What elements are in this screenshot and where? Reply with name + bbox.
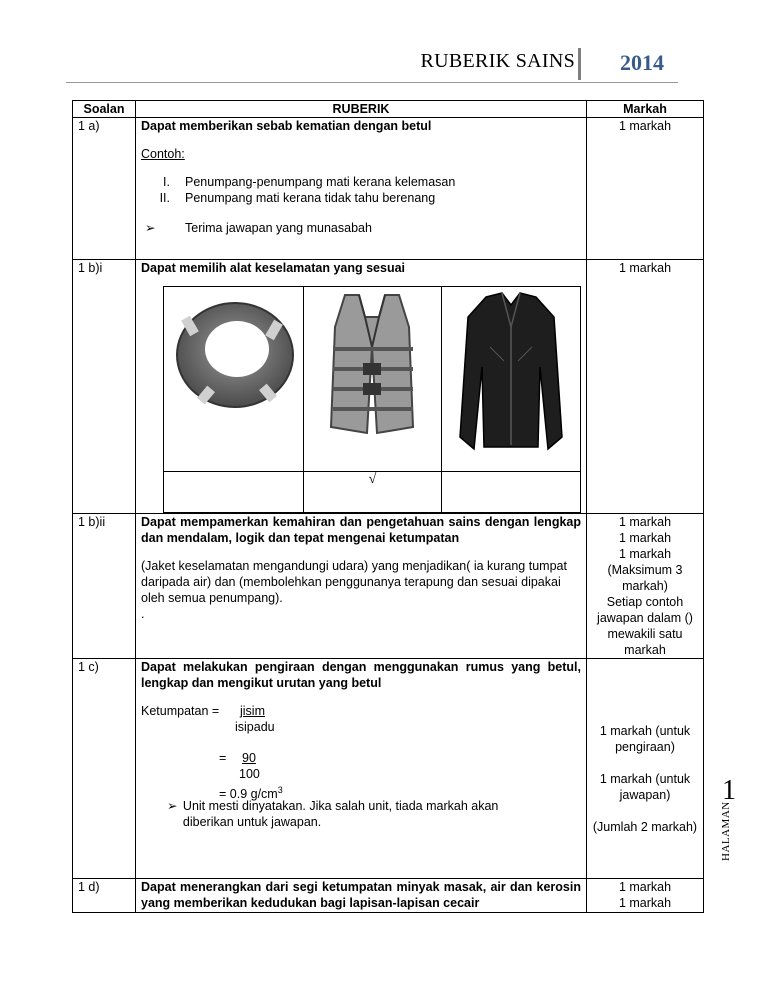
example-list bbox=[141, 174, 581, 206]
col-header-soalan: Soalan bbox=[73, 101, 136, 118]
ruberik-cell bbox=[136, 118, 587, 260]
list-item: I. Penumpang-penumpang mati kerana kelemasan bbox=[163, 175, 456, 189]
formula-equals: = bbox=[219, 751, 227, 765]
markah-cell: 1 markah bbox=[587, 118, 704, 260]
formula-result: = 0.9 $g/cm^3$ bbox=[219, 785, 283, 802]
markah-cell: 1 markah (untuk pengiraan) 1 markah (untuk jawapan) (Jumlah 2 markah) bbox=[587, 659, 704, 879]
rubric-body: (Jaket keselamatan mengandungi udara) yang menjadikan( ia kurang tumpat daripada air) dan (membolehkan penggunanya terapung dan sesuai dipakai oleh semua penumpang). bbox=[141, 559, 567, 605]
formula-label: Ketumpatan = bbox=[141, 704, 220, 718]
table-row bbox=[73, 514, 704, 659]
formula-block bbox=[141, 703, 581, 831]
rubric-heading: Dapat memilih alat keselamatan yang sesuai bbox=[141, 261, 406, 275]
table-row bbox=[73, 659, 704, 879]
contoh-label: Contoh: bbox=[141, 147, 185, 161]
header-separator bbox=[578, 48, 581, 80]
table-header-row bbox=[73, 101, 704, 118]
soalan-cell: 1 c) bbox=[73, 659, 136, 879]
choice-cell-empty bbox=[164, 472, 304, 513]
note-item: ➢ Unit mesti dinyatakan. Jika salah unit, tiada markah akan diberikan untuk jawapan. bbox=[167, 799, 499, 829]
arrow-bullet-icon: ➢ bbox=[145, 221, 156, 235]
markah-cell: 1 markah 1 markah bbox=[587, 879, 704, 913]
page-label: HALAMAN bbox=[720, 801, 732, 861]
list-item: II. Penumpang mati kerana tidak tahu berenang bbox=[159, 191, 436, 205]
formula-denominator: isipadu bbox=[235, 720, 275, 734]
ruberik-cell bbox=[136, 260, 587, 514]
rubric-heading: Dapat memberikan sebab kematian dengan betul bbox=[141, 119, 432, 133]
header-rule bbox=[66, 82, 678, 83]
page-number: 1 bbox=[722, 775, 736, 806]
table-row bbox=[73, 879, 704, 913]
ruberik-cell bbox=[136, 879, 587, 913]
table-row bbox=[73, 260, 704, 514]
header-title: RUBERIK SAINS bbox=[420, 50, 575, 72]
page-number-sidebar bbox=[716, 775, 746, 870]
arrow-bullet-icon: ➢ bbox=[167, 799, 178, 813]
rubric-heading: Dapat melakukan pengiraan dengan menggunakan rumus yang betul, lengkap dan mengikut urutan yang betul bbox=[141, 660, 581, 690]
col-header-ruberik: RUBERIK bbox=[136, 101, 587, 118]
value-denominator: 100 bbox=[239, 767, 260, 781]
life-vest-icon bbox=[303, 287, 442, 472]
life-ring-icon bbox=[164, 287, 304, 472]
tick-mark: √ bbox=[303, 472, 442, 513]
markah-cell: 1 markah 1 markah 1 markah (Maksimum 3 markah) Setiap contoh jawapan dalam () mewakili satu markah bbox=[587, 514, 704, 659]
rubric-dot: . bbox=[141, 607, 145, 621]
page-header bbox=[0, 48, 768, 82]
note-item: ➢ Terima jawapan yang munasabah bbox=[141, 220, 581, 236]
value-numerator: 90 bbox=[242, 751, 256, 765]
header-year: 2014 bbox=[620, 50, 664, 75]
choice-cell-empty bbox=[442, 472, 581, 513]
table-row bbox=[73, 118, 704, 260]
col-header-markah: Markah bbox=[587, 101, 704, 118]
leather-jacket-icon bbox=[442, 287, 581, 472]
soalan-cell: 1 a) bbox=[73, 118, 136, 260]
ruberik-cell bbox=[136, 659, 587, 879]
soalan-cell: 1 b)i bbox=[73, 260, 136, 514]
rubric-heading: Dapat menerangkan dari segi ketumpatan minyak masak, air dan kerosin yang memberikan kedudukan bagi lapisan-lapisan cecair bbox=[141, 880, 581, 910]
markah-cell: 1 markah bbox=[587, 260, 704, 514]
rubric-table bbox=[72, 100, 704, 913]
equipment-choice-table bbox=[163, 286, 581, 513]
soalan-cell: 1 d) bbox=[73, 879, 136, 913]
formula-numerator: jisim bbox=[240, 704, 265, 718]
soalan-cell: 1 b)ii bbox=[73, 514, 136, 659]
rubric-heading: Dapat mempamerkan kemahiran dan pengetahuan sains dengan lengkap dan mendalam, logik dan tepat mengenai ketumpatan bbox=[141, 515, 581, 545]
ruberik-cell bbox=[136, 514, 587, 659]
